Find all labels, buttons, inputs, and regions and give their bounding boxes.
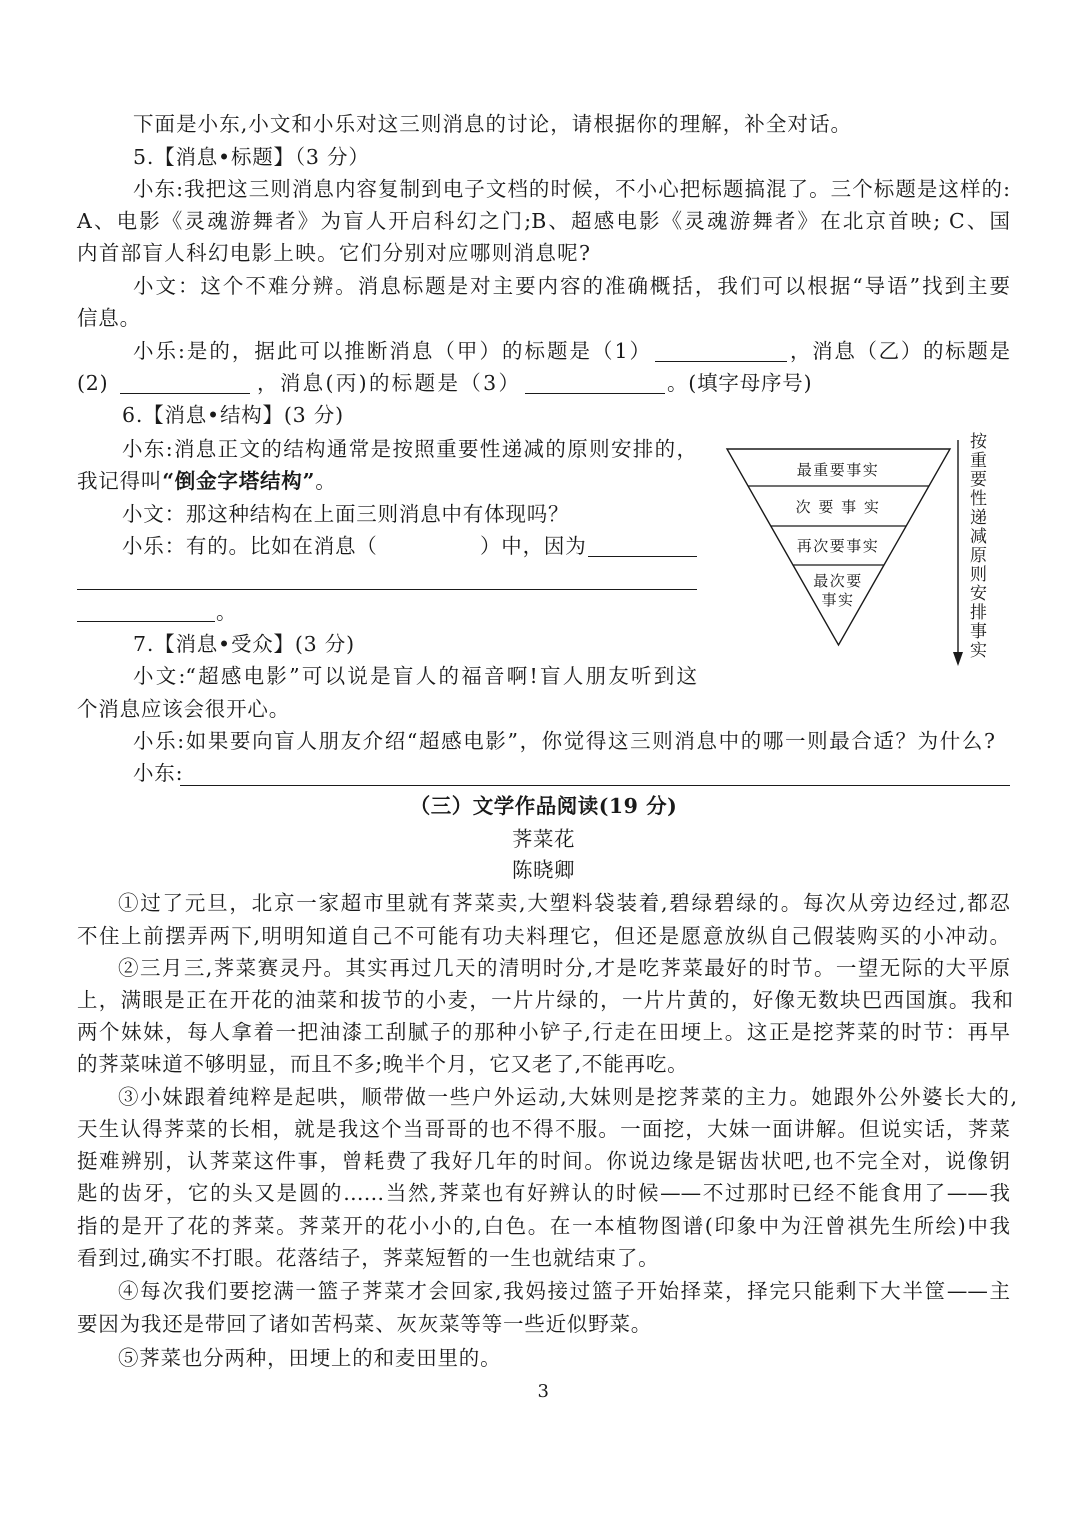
paragraph-line: 看到过,确实不打眼。花落结子，荠菜短暂的一生也就结束了。 — [77, 1246, 660, 1270]
article-author: 陈晓卿 — [512, 858, 575, 882]
q6-xiaole-text: ）中，因为 — [480, 534, 587, 558]
answer-blank-1 — [655, 361, 787, 362]
page-number: 3 — [537, 1381, 550, 1402]
q7-xiaowen-line: 小文:“超感电影”可以说是盲人的福音啊!盲人朋友听到这 — [133, 664, 697, 688]
paragraph-line: ①过了元旦，北京一家超市里就有荠菜卖,大塑料袋装着,碧绿碧绿的。每次从旁边经过,都忍 — [118, 891, 1010, 915]
q7-xiaole-line: 小乐:如果要向盲人朋友介绍“超感电影”，你觉得这三则消息中的哪一则最合适？为什么? — [133, 729, 995, 753]
answer-blank-6 — [77, 621, 215, 622]
arrow-label: 按重要性递减原则安排事实 — [966, 432, 986, 660]
q6-text: 我记得叫 — [77, 469, 163, 493]
q5-xiaole-text: 小乐:是的，据此可以推断消息（甲）的标题是（1） — [133, 339, 650, 363]
q5-xiaowen-line: 信息。 — [77, 306, 141, 330]
inverted-pyramid-diagram — [720, 430, 965, 670]
answer-blank-2 — [120, 393, 250, 394]
answer-blank-5 — [77, 589, 697, 590]
paragraph-line: ③小妹跟着纯粹是起哄，顺带做一些户外运动,大妹则是挖荠菜的主力。她跟外公外婆长大的, — [118, 1085, 1017, 1109]
q6-xiaowen-line: 小文：那这种结构在上面三则消息中有体现吗？ — [122, 502, 570, 526]
q5-instruction: 。(填字母序号) — [667, 371, 813, 395]
q6-xiaole-text: 小乐：有的。比如在消息（ — [122, 534, 378, 558]
arrowhead-icon — [953, 652, 963, 666]
pyramid-level-2: 次 要 事 实 — [795, 498, 881, 516]
q6-text: 。 — [315, 469, 337, 493]
inverted-pyramid-term: “倒金字塔结构” — [162, 469, 316, 493]
article-title: 荠菜花 — [512, 827, 575, 851]
answer-end-mark: 。 — [216, 600, 238, 624]
paragraph-line: 不住上前摆弄两下,明明知道自己不可能有功夫料理它，但还是愿意放纵自己假装购买的小冲动。 — [77, 924, 1010, 948]
paragraph-line: ⑤荠菜也分两种，田埂上的和麦田里的。 — [118, 1346, 502, 1370]
paragraph-line: 两个妹妹，每人拿着一把油漆工刮腻子的那种小铲子,行走在田埂上。这正是挖荠菜的时节：再早 — [77, 1020, 1010, 1044]
paragraph-line: ②三月三,荠菜赛灵丹。其实再过几天的清明时分,才是吃荠菜最好的时节。一望无际的大平原 — [118, 956, 1010, 980]
q5-xiaole-text: ，消息（乙）的标题是 — [790, 339, 1010, 363]
q5-xiaodong-line: 内首部盲人科幻电影上映。它们分别对应哪则消息呢? — [77, 241, 590, 265]
answer-blank-7 — [180, 785, 1010, 786]
paragraph-line: 的荠菜味道不够明显，而且不多;晚半个月，它又老了,不能再吃。 — [77, 1052, 689, 1076]
paragraph-line: 天生认得荠菜的长相，就是我这个当哥哥的也不得不服。一面挖，大妹一面讲解。但说实话，荠菜 — [77, 1117, 1010, 1141]
paragraph-line: 指的是开了花的荠菜。荠菜开的花小小的,白色。在一本植物图谱(印象中为汪曾祺先生所绘)中我 — [77, 1214, 1010, 1238]
q5-xiaodong-line: A、电影《灵魂游舞者》为盲人开启科幻之门;B、超感电影《灵魂游舞者》在北京首映; C、国 — [77, 209, 1010, 233]
pyramid-level-1: 最重要事实 — [796, 461, 880, 479]
paragraph-line: 挺难辨别，认荠菜这件事，曾耗费了我好几年的时间。你说边缘是锯齿状吧,也不完全对，说像钥 — [77, 1149, 1010, 1173]
section-heading: （三）文学作品阅读(19 分) — [409, 794, 678, 818]
q6-xiaodong-line — [77, 465, 337, 497]
q5-blank-label-2: (2) — [77, 371, 109, 395]
q6-xiaodong-line: 小东:消息正文的结构通常是按照重要性递减的原则安排的， — [122, 437, 697, 461]
q5-xiaowen-line: 小文：这个不难分辨。消息标题是对主要内容的准确概括，我们可以根据“导语”找到主要 — [133, 274, 1010, 298]
paragraph-line: 上，满眼是正在开花的油菜和拔节的小麦，一片片绿的，一片片黄的，好像无数块巴西国旗。我和 — [77, 988, 1013, 1012]
pyramid-level-4: 事实 — [821, 591, 855, 609]
q5-xiaodong-line: 小东:我把这三则消息内容复制到电子文档的时候，不小心把标题搞混了。三个标题是这样的: — [133, 177, 1010, 201]
discussion-intro: 下面是小东,小文和小乐对这三则消息的讨论，请根据你的理解，补全对话。 — [133, 112, 851, 136]
answer-blank-3 — [525, 393, 665, 394]
paragraph-line: 要因为我还是带回了诸如苦杩菜、灰灰菜等等一些近似野菜。 — [77, 1312, 653, 1336]
answer-blank-4 — [588, 556, 697, 557]
question-6-heading: 6.【消息•结构】(3 分) — [122, 403, 344, 427]
question-5-heading: 5.【消息•标题】（3 分） — [133, 145, 370, 169]
paragraph-line: ④每次我们要挖满一篮子荠菜才会回家,我妈接过篮子开始择菜，择完只能剩下大半筐——主 — [118, 1279, 1010, 1303]
paragraph-line: 匙的齿牙，它的头又是圆的……当然,荠菜也有好辨认的时候——不过那时已经不能食用了——我 — [77, 1181, 1010, 1205]
q5-xiaole-text: ，消息(丙)的标题是（3） — [257, 371, 519, 395]
pyramid-level-4: 最次要 — [813, 572, 863, 590]
question-7-heading: 7.【消息•受众】(3 分) — [133, 632, 355, 656]
q7-xiaowen-line: 个消息应该会很开心。 — [77, 697, 290, 721]
pyramid-level-3: 再次要事实 — [796, 537, 880, 555]
q7-xiaodong-label: 小东: — [133, 761, 184, 785]
